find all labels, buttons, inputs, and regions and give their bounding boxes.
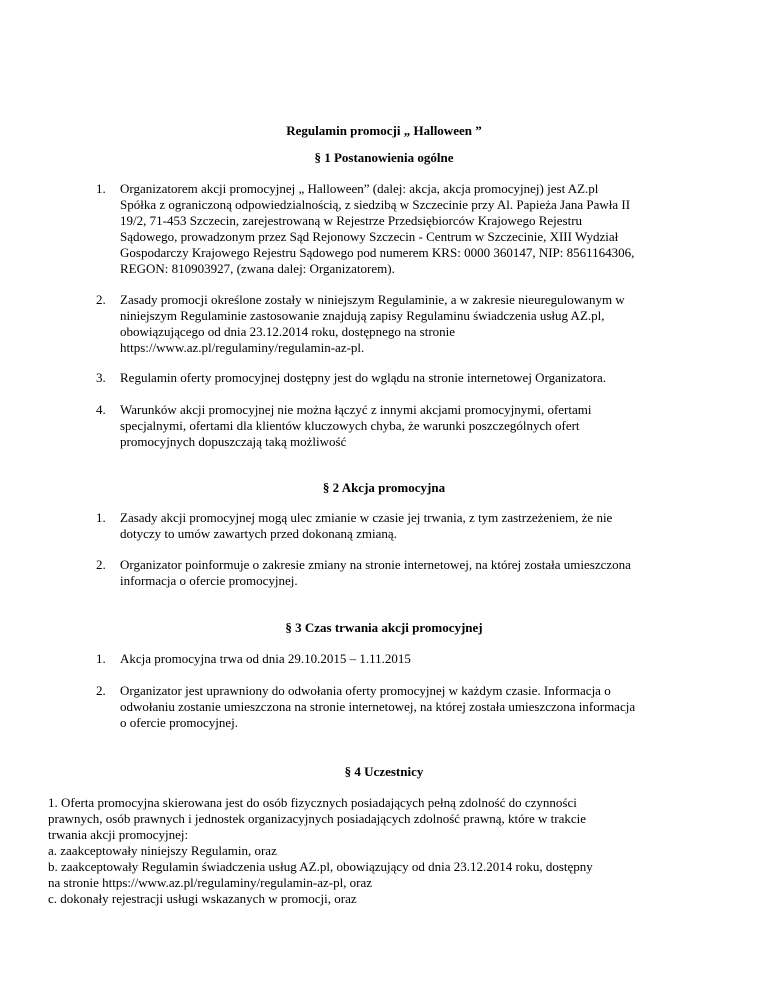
section-heading-4: § 4 Uczestnicy — [344, 764, 424, 779]
text-line: Regulamin oferty promocyjnej dostępny jest do wglądu na stronie internetowej Organizatora. — [120, 370, 607, 385]
text-line: b. zaakceptowały Regulamin świadczenia usług AZ.pl, obowiązujący od dnia 23.12.2014 roku, dostępny — [48, 859, 593, 874]
text-line: Organizator jest uprawniony do odwołania oferty promocyjnej w każdym czasie. Informacja o — [120, 683, 611, 698]
text-line: specjalnymi, ofertami dla klientów kluczowych chyba, że warunki poszczególnych ofert — [120, 418, 580, 433]
text-line: Organizatorem akcji promocyjnej „ Halloween” (dalej: akcja, akcja promocyjnej) jest AZ.pl — [120, 181, 599, 196]
text-line: Gospodarczy Krajowego Rejestru Sądowego pod numerem KRS: 0000 360147, NIP: 8561164306, — [120, 245, 635, 260]
list-text — [120, 370, 716, 386]
list-text — [120, 510, 716, 542]
text-line: informacja o ofercie promocyjnej. — [120, 573, 298, 588]
text-line: na stronie https://www.az.pl/regulaminy/regulamin-az-pl, oraz — [48, 875, 373, 890]
text-line: Organizator poinformuje o zakresie zmiany na stronie internetowej, na której została umieszczona — [120, 557, 631, 572]
document-title: Regulamin promocji „ Halloween ” — [286, 123, 482, 138]
list-text — [120, 181, 716, 277]
text-line: niniejszym Regulaminie zastosowanie znajdują zapisy Regulaminu świadczenia usług AZ.pl, — [120, 308, 605, 323]
text-line: Zasady promocji określone zostały w niniejszym Regulaminie, a w zakresie nieuregulowanym w — [120, 292, 625, 307]
section-heading-2: § 2 Akcja promocyjna — [322, 480, 446, 495]
text-line: prawnych, osób prawnych i jednostek organizacyjnych posiadających zdolność prawną, które w trakcie — [48, 811, 586, 826]
list-text — [120, 402, 716, 450]
list-number: 3. — [96, 370, 106, 385]
text-line: Akcja promocyjna trwa od dnia 29.10.2015 – 1.11.2015 — [120, 651, 411, 666]
text-line: dotyczy to umów zawartych przed dokonaną zmianą. — [120, 526, 397, 541]
list-number: 1. — [96, 181, 106, 196]
list-text — [120, 683, 716, 731]
text-line: Zasady akcji promocyjnej mogą ulec zmianie w czasie jej trwania, z tym zastrzeżeniem, że nie — [120, 510, 613, 525]
text-line: o ofercie promocyjnej. — [120, 715, 239, 730]
text-line: promocyjnych dopuszczają taką możliwość — [120, 434, 347, 449]
text-line: 1. Oferta promocyjna skierowana jest do osób fizycznych posiadających pełną zdolność do czynności — [48, 795, 577, 810]
text-line: obowiązującego od dnia 23.12.2014 roku, dostępnego na stronie — [120, 324, 456, 339]
text-line: https://www.az.pl/regulaminy/regulamin-az-pl. — [120, 340, 365, 355]
list-number: 4. — [96, 402, 106, 417]
text-line: Warunków akcji promocyjnej nie można łączyć z innymi akcjami promocyjnymi, ofertami — [120, 402, 592, 417]
text-line: a. zaakceptowały niniejszy Regulamin, oraz — [48, 843, 277, 858]
section-heading-1: § 1 Postanowienia ogólne — [314, 150, 454, 165]
list-number: 1. — [96, 510, 106, 525]
section-heading-3: § 3 Czas trwania akcji promocyjnej — [285, 620, 483, 635]
text-line: 19/2, 71-453 Szczecin, zarejestrowaną w Rejestrze Przedsiębiorców Krajowego Rejestru — [120, 213, 583, 228]
text-line: Spółka z ograniczoną odpowiedzialnością, z siedzibą w Szczecinie przy Al. Papieża Jana Pawła II — [120, 197, 631, 212]
list-text — [120, 292, 716, 356]
list-number: 2. — [96, 292, 106, 307]
text-line: Sądowego, prowadzonym przez Sąd Rejonowy Szczecin - Centrum w Szczecinie, XIII Wydział — [120, 229, 619, 244]
text-line: trwania akcji promocyjnej: — [48, 827, 189, 842]
list-text — [120, 557, 716, 589]
list-number: 2. — [96, 557, 106, 572]
list-number: 2. — [96, 683, 106, 698]
text-line: c. dokonały rejestracji usługi wskazanych w promocji, oraz — [48, 891, 357, 906]
text-line: REGON: 810903927, (zwana dalej: Organizatorem). — [120, 261, 395, 276]
list-number: 1. — [96, 651, 106, 666]
section-4-paragraph — [48, 795, 728, 907]
text-line: odwołaniu zostanie umieszczona na stronie internetowej, na której została umieszczona informacja — [120, 699, 636, 714]
list-text — [120, 651, 716, 667]
